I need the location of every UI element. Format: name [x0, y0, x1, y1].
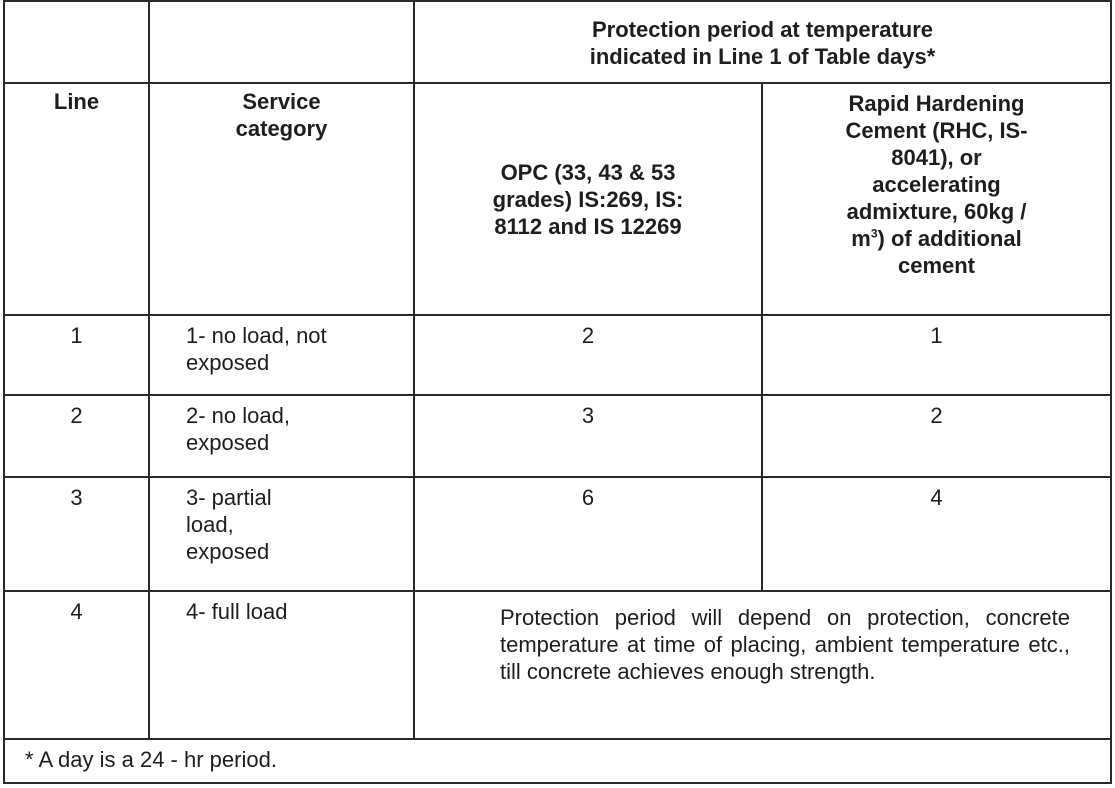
- line-cell: 4: [4, 591, 149, 739]
- blank-cell: [149, 1, 414, 83]
- table-row: [4, 395, 1111, 477]
- group-header: Protection period at temperature indicated in Line 1 of Table days*: [414, 1, 1111, 83]
- blank-cell: [4, 1, 149, 83]
- protection-period-table: [3, 0, 1112, 784]
- footnote: * A day is a 24 - hr period.: [4, 739, 1111, 783]
- category-cell: 3- partial load, exposed: [149, 477, 414, 591]
- opc-cell: 6: [414, 477, 762, 591]
- rhc-cell: 4: [762, 477, 1111, 591]
- table-row: [4, 477, 1111, 591]
- line-cell: 1: [4, 315, 149, 395]
- line-cell: 2: [4, 395, 149, 477]
- opc-cell: 3: [414, 395, 762, 477]
- opc-cell: 2: [414, 315, 762, 395]
- header-opc: OPC (33, 43 & 53 grades) IS:269, IS: 8112 and IS 12269: [414, 83, 762, 315]
- header-line: Line: [4, 83, 149, 315]
- line-cell: 3: [4, 477, 149, 591]
- category-cell: 1- no load, not exposed: [149, 315, 414, 395]
- header-service-category: Service category: [149, 83, 414, 315]
- full-load-note: Protection period will depend on protection, concrete temperature at time of placing, ambient temperature etc., till concrete achieves enough strength.: [414, 591, 1111, 739]
- rhc-cell: 1: [762, 315, 1111, 395]
- table-row: [4, 591, 1111, 739]
- category-cell: 4- full load: [149, 591, 414, 739]
- category-cell: 2- no load, exposed: [149, 395, 414, 477]
- rhc-cell: 2: [762, 395, 1111, 477]
- header-rhc: Rapid Hardening Cement (RHC, IS-8041), or accelerating admixture, $60kg / m^3$) of additional cement: [762, 83, 1111, 315]
- table-row: [4, 315, 1111, 395]
